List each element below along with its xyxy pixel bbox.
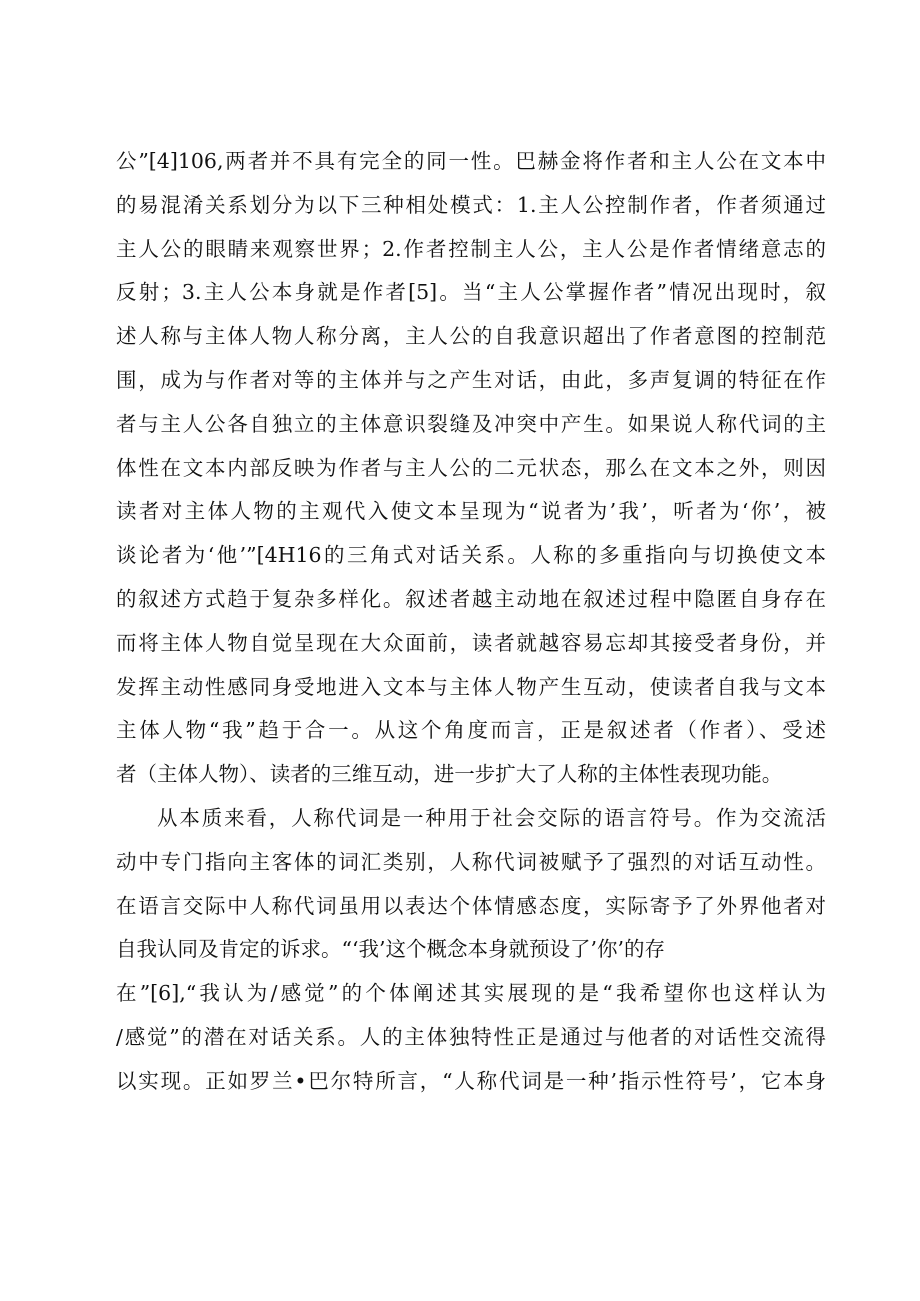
- text-line: 主人公的眼睛来观察世界；2.作者控制主人公，主人公是作者情绪意志的: [116, 236, 826, 261]
- text-line: 在语言交际中人称代词虽用以表达个体情感态度，实际寄予了外界他者对: [116, 893, 826, 918]
- text-line: 体性在文本内部反映为作者与主人公的二元状态，那么在文本之外，则因: [116, 455, 826, 480]
- text-line: 自我认同及肯定的诉求。“‘我’这个概念本身就预设了’你’的存: [116, 937, 666, 962]
- text-line: 以实现。正如罗兰•巴尔特所言，“人称代词是一种’指示性符号’，它本身: [116, 1068, 826, 1093]
- text-line: /感觉”的潜在对话关系。人的主体独特性正是通过与他者的对话性交流得: [116, 1024, 826, 1049]
- text-line: 的叙述方式趋于复杂多样化。叙述者越主动地在叙述过程中隐匿自身存在: [116, 586, 826, 611]
- text-line: 者与主人公各自独立的主体意识裂缝及冲突中产生。如果说人称代词的主: [116, 411, 826, 436]
- text-line: 发挥主动性感同身受地进入文本与主体人物产生互动，使读者自我与文本: [116, 674, 826, 699]
- body-text: [116, 140, 826, 1104]
- text-line: 而将主体人物自觉呈现在大众面前，读者就越容易忘却其接受者身份，并: [116, 630, 826, 655]
- text-line: 述人称与主体人物人称分离，主人公的自我意识超出了作者意图的控制范: [116, 324, 826, 349]
- text-line: 者（主体人物）、读者的三维互动，进一步扩大了人称的主体性表现功能。: [116, 762, 783, 787]
- text-line: 公”[4]106,两者并不具有完全的同一性。巴赫金将作者和主人公在文本中: [116, 149, 826, 173]
- text-line: 从本质来看，人称代词是一种用于社会交际的语言符号。作为交流活: [157, 805, 826, 830]
- text-line: 在”[6],“我认为/感觉”的个体阐述其实展现的是“我希望你也这样认为: [116, 981, 826, 1006]
- text-line: 主体人物“我”趋于合一。从这个角度而言，正是叙述者（作者）、受述: [116, 718, 826, 743]
- text-line: 读者对主体人物的主观代入使文本呈现为“说者为’我’，听者为‘你’，被: [116, 499, 826, 524]
- text-line: 反射；3.主人公本身就是作者[5]。当“主人公掌握作者”情况出现时，叙: [116, 280, 826, 305]
- text-line: 动中专门指向主客体的词汇类别，人称代词被赋予了强烈的对话互动性。: [116, 849, 826, 874]
- text-line: 围，成为与作者对等的主体并与之产生对话，由此，多声复调的特征在作: [116, 367, 826, 392]
- text-line: 的易混淆关系划分为以下三种相处模式：1.主人公控制作者，作者须通过: [116, 192, 826, 217]
- text-line: 谈论者为‘他’”[4H16的三角式对话关系。人称的多重指向与切换使文本: [116, 543, 826, 568]
